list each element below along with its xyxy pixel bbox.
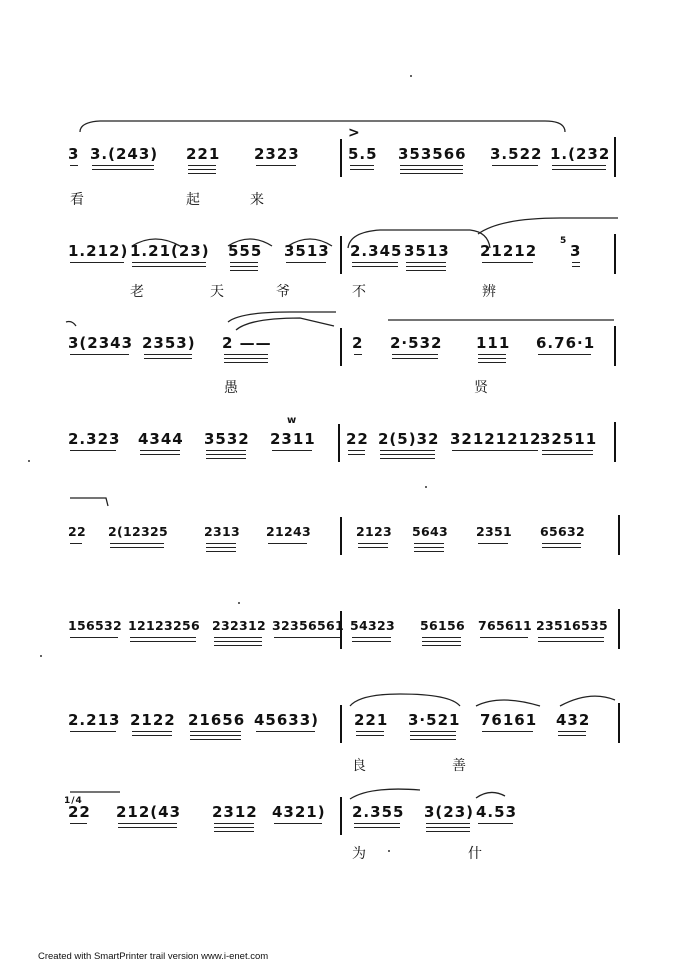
speck: [410, 75, 412, 77]
beam-line: [422, 645, 461, 646]
beam-line: [214, 831, 254, 832]
bar-line: [614, 326, 616, 366]
beam-line: [274, 823, 322, 824]
note-group: 2312: [212, 803, 258, 821]
beam-line: [426, 823, 470, 824]
score-system: [0, 242, 690, 342]
beam-line: [118, 823, 177, 824]
bar-line: [614, 234, 616, 274]
note-group: 4321): [272, 803, 326, 821]
beam-line: [118, 827, 177, 828]
note-group: 353566: [398, 145, 467, 163]
note-group: 2353): [142, 334, 196, 352]
time-signature: 1/4: [64, 796, 83, 806]
note-group: 212(43: [116, 803, 182, 821]
note-group: 3: [68, 145, 80, 163]
note-group: 21656: [188, 711, 246, 729]
beam-line: [352, 262, 398, 263]
trill-mark: w: [287, 415, 298, 426]
note-group: 3513: [404, 242, 450, 260]
note-group: 2(12325: [108, 524, 168, 539]
lyric-char: 愚: [224, 380, 238, 396]
beam-line: [542, 547, 581, 548]
beam-line: [414, 547, 444, 548]
beam-line: [400, 169, 463, 170]
beam-line: [214, 823, 254, 824]
bar-line: [340, 611, 342, 649]
note-group: 3·521: [408, 711, 461, 729]
beam-line: [356, 735, 384, 736]
beam-line: [478, 358, 506, 359]
bar-line: [340, 236, 342, 274]
note-group: 4.53: [476, 803, 518, 821]
note-group: 3.522: [490, 145, 543, 163]
beam-line: [558, 731, 586, 732]
note-group: 1.(232: [550, 145, 611, 163]
beam-line: [406, 262, 446, 263]
beam-line: [414, 551, 444, 552]
beam-line: [410, 739, 456, 740]
note-group: 2.345: [350, 242, 403, 260]
lyric-char: 什: [468, 846, 482, 862]
beam-line: [380, 450, 435, 451]
note-group: 432: [556, 711, 591, 729]
beam-line: [214, 827, 254, 828]
beam-line: [256, 731, 315, 732]
note-group: 2323: [254, 145, 300, 163]
lyric-char: 爷: [276, 284, 290, 300]
note-group: 56156: [420, 618, 465, 633]
beam-line: [538, 641, 604, 642]
beam-line: [214, 637, 262, 638]
beam-line: [144, 358, 192, 359]
beam-line: [230, 266, 258, 267]
beam-line: [392, 358, 438, 359]
note-group: 2: [352, 334, 364, 352]
note-group: 2.323: [68, 430, 121, 448]
beam-line: [132, 731, 172, 732]
note-group: 111: [476, 334, 511, 352]
note-group: 2311: [270, 430, 316, 448]
note-group: 22: [68, 524, 86, 539]
note-group: 22: [68, 803, 91, 821]
beam-line: [478, 354, 506, 355]
beam-line: [354, 823, 400, 824]
lyric-char: 为: [352, 846, 366, 862]
beam-line: [358, 547, 388, 548]
beam-line: [352, 266, 398, 267]
beam-line: [206, 543, 236, 544]
note-group: 2351: [476, 524, 512, 539]
beam-line: [414, 543, 444, 544]
score-system: [0, 430, 690, 530]
beam-line: [410, 731, 456, 732]
bar-line: [614, 422, 616, 462]
note-group: 555: [228, 242, 263, 260]
beam-line: [206, 450, 246, 451]
beam-line: [132, 735, 172, 736]
beam-line: [206, 458, 246, 459]
beam-line: [230, 262, 258, 263]
beam-line: [206, 454, 246, 455]
lyric-char: 天: [210, 284, 224, 300]
speck: [425, 486, 427, 488]
note-group: 5643: [412, 524, 448, 539]
beam-line: [350, 165, 374, 166]
beam-line: [452, 450, 538, 451]
beam-line: [478, 362, 506, 363]
bar-line: [340, 517, 342, 555]
beam-line: [542, 450, 593, 451]
score-system: [0, 145, 690, 245]
beam-line: [188, 165, 216, 166]
beam-line: [406, 270, 446, 271]
beam-line: [92, 165, 154, 166]
note-group: 32356561: [272, 618, 344, 633]
beam-line: [70, 637, 118, 638]
note-group: 3513: [284, 242, 330, 260]
beam-line: [70, 731, 116, 732]
bar-line: [340, 705, 342, 743]
beam-line: [354, 354, 362, 355]
note-group: 76161: [480, 711, 538, 729]
speck: [388, 850, 390, 852]
lyric-char: 老: [130, 284, 144, 300]
beam-line: [542, 454, 593, 455]
beam-line: [70, 262, 124, 263]
beam-line: [70, 354, 129, 355]
bar-line: [618, 515, 620, 555]
beam-line: [426, 827, 470, 828]
bar-line: [340, 797, 342, 835]
score-system: [0, 334, 690, 434]
slur-arc: [80, 121, 565, 132]
beam-line: [352, 637, 391, 638]
beam-line: [552, 165, 606, 166]
note-group: 45633): [254, 711, 320, 729]
beam-line: [426, 831, 470, 832]
beam-line: [552, 169, 606, 170]
beam-line: [380, 458, 435, 459]
beam-line: [188, 173, 216, 174]
bar-line: [614, 137, 616, 177]
note-group: 3: [570, 242, 582, 260]
score-system: [0, 803, 690, 903]
note-group: 2123: [356, 524, 392, 539]
beam-line: [478, 823, 513, 824]
beam-line: [352, 641, 391, 642]
beam-line: [70, 165, 78, 166]
beam-line: [538, 354, 591, 355]
beam-line: [130, 641, 196, 642]
note-group: 2 ——: [222, 334, 272, 352]
beam-line: [224, 362, 268, 363]
beam-line: [572, 262, 580, 263]
beam-line: [214, 645, 262, 646]
note-group: 2(5)32: [378, 430, 440, 448]
beam-line: [348, 450, 365, 451]
beam-line: [144, 354, 192, 355]
note-group: 2.355: [352, 803, 405, 821]
beam-line: [110, 543, 164, 544]
bar-line: [618, 609, 620, 649]
beam-line: [422, 641, 461, 642]
lyric-char: 来: [250, 192, 264, 208]
beam-line: [542, 543, 581, 544]
bar-line: [340, 328, 342, 366]
accent-mark: >: [348, 125, 361, 141]
beam-line: [110, 547, 164, 548]
beam-line: [538, 637, 604, 638]
beam-line: [140, 454, 180, 455]
note-group: 23516535: [536, 618, 608, 633]
note-group: 65632: [540, 524, 585, 539]
beam-line: [188, 169, 216, 170]
note-group: 5.5: [348, 145, 378, 163]
beam-line: [132, 262, 206, 263]
lyric-char: 不: [352, 284, 366, 300]
speck: [238, 602, 240, 604]
bar-line: [338, 424, 340, 462]
beam-line: [348, 454, 365, 455]
note-group: 156532: [68, 618, 122, 633]
score-system: [0, 711, 690, 811]
beam-line: [206, 551, 236, 552]
note-group: 1.212): [68, 242, 129, 260]
note-group: 221: [186, 145, 221, 163]
beam-line: [482, 262, 533, 263]
beam-line: [190, 739, 241, 740]
note-group: 32121212: [450, 430, 542, 448]
lyric-char: 贤: [474, 380, 488, 396]
beam-line: [392, 354, 438, 355]
beam-line: [358, 543, 388, 544]
grace-note: 5: [560, 236, 568, 246]
beam-line: [406, 266, 446, 267]
note-group: 765611: [478, 618, 532, 633]
note-group: 21212: [480, 242, 538, 260]
speck: [40, 655, 42, 657]
note-group: 54323: [350, 618, 395, 633]
lyric-char: 善: [452, 758, 466, 774]
note-group: 3(2343: [68, 334, 134, 352]
beam-line: [92, 169, 154, 170]
note-group: 2·532: [390, 334, 443, 352]
beam-line: [350, 169, 374, 170]
beam-line: [354, 827, 400, 828]
beam-line: [356, 731, 384, 732]
lyric-char: 良: [352, 758, 366, 774]
note-group: 2122: [130, 711, 176, 729]
score-system: [0, 617, 690, 717]
beam-line: [190, 735, 241, 736]
beam-line: [400, 173, 463, 174]
beam-line: [230, 270, 258, 271]
beam-line: [70, 543, 82, 544]
note-group: 3(23): [424, 803, 475, 821]
speck: [28, 460, 30, 462]
beam-line: [482, 731, 533, 732]
lyric-char: 起: [186, 192, 200, 208]
note-group: 221: [354, 711, 389, 729]
beam-line: [422, 637, 461, 638]
beam-line: [558, 735, 586, 736]
beam-line: [478, 543, 508, 544]
note-group: 2313: [204, 524, 240, 539]
note-group: 22: [346, 430, 369, 448]
note-group: 21243: [266, 524, 311, 539]
beam-line: [70, 450, 116, 451]
beam-line: [380, 454, 435, 455]
beam-line: [268, 543, 307, 544]
note-group: 4344: [138, 430, 184, 448]
beam-line: [190, 731, 241, 732]
note-group: 1.21(23): [130, 242, 210, 260]
note-group: 3532: [204, 430, 250, 448]
note-group: 2.213: [68, 711, 121, 729]
lyric-char: 看: [70, 192, 84, 208]
credit-line: Created with SmartPrinter trail version www.i-enet.com: [38, 951, 269, 962]
beam-line: [572, 266, 580, 267]
beam-line: [130, 637, 196, 638]
bar-line: [618, 703, 620, 743]
note-group: 12123256: [128, 618, 200, 633]
beam-line: [286, 262, 326, 263]
beam-line: [214, 641, 262, 642]
beam-line: [70, 823, 87, 824]
beam-line: [224, 354, 268, 355]
beam-line: [274, 637, 340, 638]
note-group: 3.(243): [90, 145, 159, 163]
beam-line: [492, 165, 538, 166]
note-group: 32511: [540, 430, 598, 448]
note-group: 6.76·1: [536, 334, 596, 352]
lyric-char: 辨: [482, 284, 496, 300]
beam-line: [410, 735, 456, 736]
beam-line: [256, 165, 296, 166]
beam-line: [224, 358, 268, 359]
beam-line: [132, 266, 206, 267]
beam-line: [140, 450, 180, 451]
bar-line: [340, 139, 342, 177]
score-system: [0, 523, 690, 623]
beam-line: [206, 547, 236, 548]
note-group: 232312: [212, 618, 266, 633]
beam-line: [480, 637, 528, 638]
beam-line: [272, 450, 312, 451]
beam-line: [400, 165, 463, 166]
